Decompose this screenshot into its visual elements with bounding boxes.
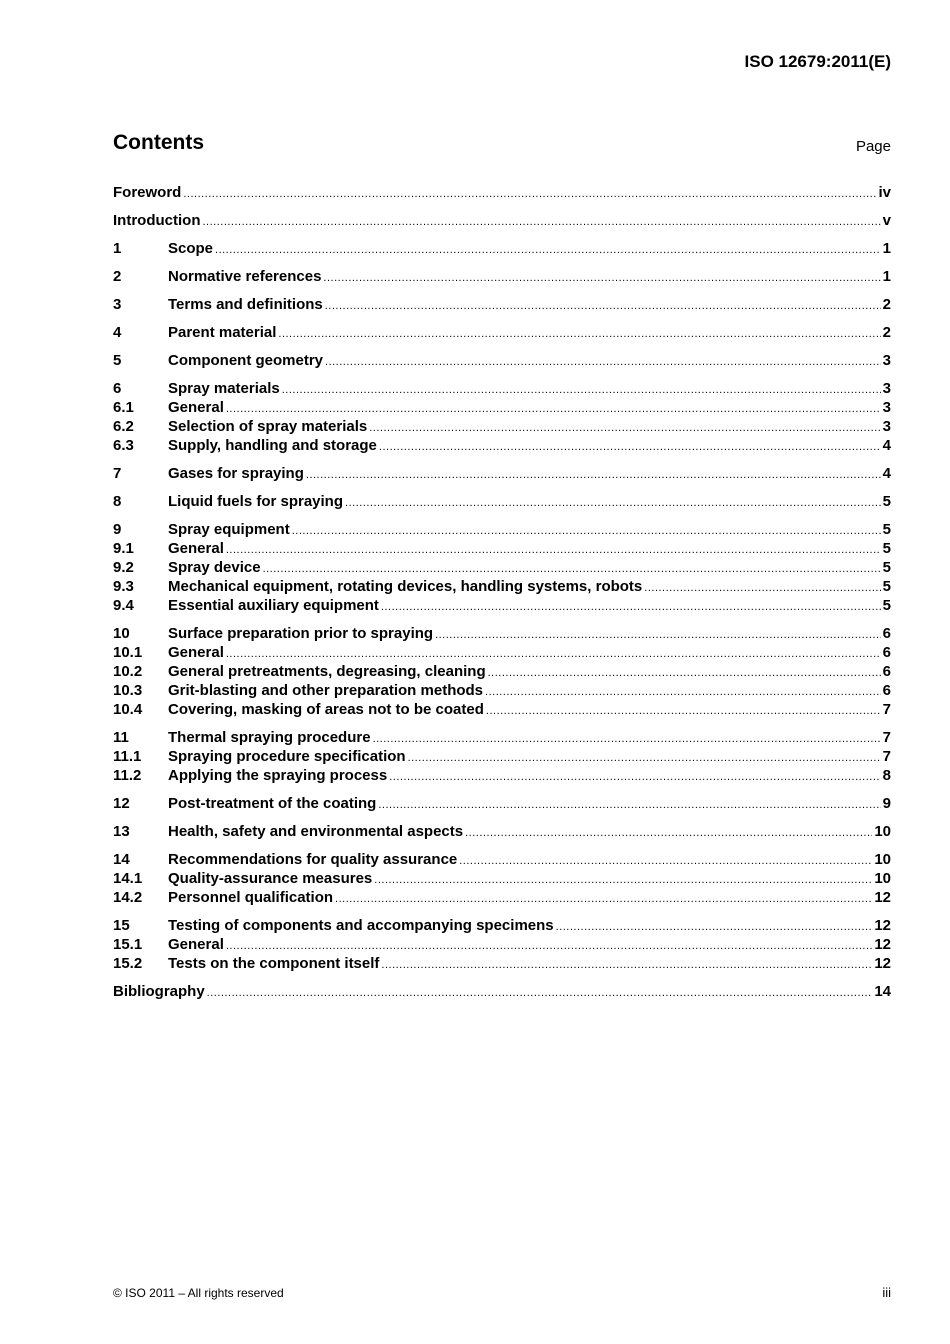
- toc-title: Personnel qualification: [168, 889, 334, 906]
- toc-page: 2: [882, 324, 891, 341]
- toc-page: 3: [882, 399, 891, 416]
- toc-entry-introduction[interactable]: [113, 211, 891, 230]
- toc-page: 3: [882, 352, 891, 369]
- toc-number: 9: [113, 521, 122, 538]
- toc-entry[interactable]: [113, 379, 891, 398]
- toc-title: Covering, masking of areas not to be coated: [168, 701, 484, 718]
- toc-number: 15.1: [113, 936, 143, 953]
- toc-entry[interactable]: [113, 558, 891, 577]
- toc-entry[interactable]: [113, 624, 891, 643]
- toc-entry[interactable]: [113, 869, 891, 888]
- toc-entry[interactable]: [113, 520, 891, 539]
- toc-page: 5: [882, 493, 891, 510]
- toc-number: 2: [113, 268, 122, 285]
- toc-page: 3: [882, 418, 891, 435]
- toc-title: Tests on the component itself: [168, 955, 380, 972]
- toc-page: 5: [882, 578, 891, 595]
- toc-page: 6: [882, 682, 891, 699]
- document-id: ISO 12679:2011(E): [744, 52, 891, 71]
- toc-title: General: [168, 936, 224, 953]
- toc-number: 10.4: [113, 701, 143, 718]
- toc-entry[interactable]: [113, 539, 891, 558]
- toc-entry[interactable]: [113, 728, 891, 747]
- toc-title: Gases for spraying: [168, 465, 304, 482]
- toc-title: Liquid fuels for spraying: [168, 493, 344, 510]
- toc-page: 1: [882, 240, 891, 257]
- toc-page: 12: [874, 917, 891, 934]
- toc-number: 8: [113, 493, 122, 510]
- toc-entry[interactable]: [113, 351, 891, 370]
- toc-title: Spray equipment: [168, 521, 290, 538]
- toc-page: 10: [874, 823, 891, 840]
- toc-number: 9.1: [113, 540, 134, 557]
- toc-title: Supply, handling and storage: [168, 437, 377, 454]
- toc-page: 4: [882, 437, 891, 454]
- toc-title: Health, safety and environmental aspects: [168, 823, 464, 840]
- toc-entry[interactable]: [113, 850, 891, 869]
- toc-page: 7: [882, 748, 891, 765]
- toc-entry[interactable]: [113, 916, 891, 935]
- toc-number: 6.1: [113, 399, 134, 416]
- toc-page: 4: [882, 465, 891, 482]
- toc-title: General: [168, 399, 224, 416]
- toc-page: 2: [882, 296, 891, 313]
- toc-page: 6: [882, 663, 891, 680]
- toc-page: 14: [874, 983, 891, 1000]
- toc-page: 5: [882, 521, 891, 538]
- toc-number: 1: [113, 240, 122, 257]
- toc-title: Quality-assurance measures: [168, 870, 373, 887]
- toc-number: 4: [113, 324, 122, 341]
- toc-title: Component geometry: [168, 352, 324, 369]
- toc-entry-bibliography[interactable]: [113, 982, 891, 1001]
- toc-title: Mechanical equipment, rotating devices, handling systems, robots: [168, 578, 643, 595]
- toc-page: 12: [874, 889, 891, 906]
- toc-title: General: [168, 540, 224, 557]
- toc-page: v: [882, 212, 891, 229]
- toc-number: 15: [113, 917, 130, 934]
- toc-entry[interactable]: [113, 794, 891, 813]
- toc-page: 5: [882, 559, 891, 576]
- toc-title: Spray device: [168, 559, 261, 576]
- toc-title: Thermal spraying procedure: [168, 729, 371, 746]
- toc-entry[interactable]: [113, 295, 891, 314]
- toc-entry[interactable]: [113, 417, 891, 436]
- toc-page: 8: [882, 767, 891, 784]
- toc-page: 5: [882, 597, 891, 614]
- toc-entry[interactable]: [113, 436, 891, 455]
- toc-title: Grit-blasting and other preparation methods: [168, 682, 484, 699]
- toc-page: 5: [882, 540, 891, 557]
- toc-number: 15.2: [113, 955, 143, 972]
- toc-page: 3: [882, 380, 891, 397]
- toc-number: 14.2: [113, 889, 143, 906]
- toc-entry[interactable]: [113, 596, 891, 615]
- table-of-contents: [113, 181, 891, 1001]
- toc-entry[interactable]: [113, 267, 891, 286]
- toc-number: 6: [113, 380, 122, 397]
- toc-page: 1: [882, 268, 891, 285]
- toc-title: General: [168, 644, 224, 661]
- toc-page: iv: [878, 184, 891, 201]
- toc-entry[interactable]: [113, 323, 891, 342]
- toc-number: 10.1: [113, 644, 143, 661]
- toc-page: 10: [874, 851, 891, 868]
- toc-title: Testing of components and accompanying specimens: [168, 917, 554, 934]
- toc-entry[interactable]: [113, 935, 891, 954]
- page-number: iii: [882, 1285, 891, 1300]
- toc-number: 3: [113, 296, 122, 313]
- toc-page: 12: [874, 936, 891, 953]
- toc-title: Bibliography: [113, 983, 205, 1000]
- toc-number: 9.4: [113, 597, 134, 614]
- toc-number: 10.3: [113, 682, 143, 699]
- toc-entry[interactable]: [113, 700, 891, 719]
- copyright-notice: © ISO 2011 – All rights reserved: [113, 1286, 284, 1300]
- toc-page: 9: [882, 795, 891, 812]
- toc-page: 7: [882, 701, 891, 718]
- toc-title: Scope: [168, 240, 214, 257]
- toc-entry[interactable]: [113, 464, 891, 483]
- toc-title: Spray materials: [168, 380, 280, 397]
- toc-number: 5: [113, 352, 122, 369]
- toc-number: 11.1: [113, 748, 142, 765]
- toc-entry[interactable]: [113, 954, 891, 973]
- toc-entry[interactable]: [113, 492, 891, 511]
- toc-page: 7: [882, 729, 891, 746]
- toc-title: Introduction: [113, 212, 201, 229]
- toc-number: 12: [113, 795, 130, 812]
- toc-number: 11.2: [113, 767, 142, 784]
- toc-number: 9.2: [113, 559, 134, 576]
- toc-entry[interactable]: [113, 643, 891, 662]
- toc-title: Foreword: [113, 184, 182, 201]
- toc-title: General pretreatments, degreasing, cleaning: [168, 663, 486, 680]
- toc-title: Post-treatment of the coating: [168, 795, 377, 812]
- toc-entry[interactable]: [113, 239, 891, 258]
- toc-entry[interactable]: [113, 766, 891, 785]
- toc-entry[interactable]: [113, 577, 891, 596]
- toc-page: 6: [882, 625, 891, 642]
- toc-entry[interactable]: [113, 822, 891, 841]
- toc-page: 10: [874, 870, 891, 887]
- toc-number: 11: [113, 729, 129, 746]
- toc-number: 14: [113, 851, 130, 868]
- toc-number: 14.1: [113, 870, 143, 887]
- toc-entry-foreword[interactable]: [113, 183, 891, 202]
- toc-page: 6: [882, 644, 891, 661]
- toc-entry[interactable]: [113, 398, 891, 417]
- toc-title: Essential auxiliary equipment: [168, 597, 379, 614]
- toc-title: Terms and definitions: [168, 296, 323, 313]
- page-column-label: Page: [855, 138, 891, 155]
- toc-title: Recommendations for quality assurance: [168, 851, 458, 868]
- toc-number: 7: [113, 465, 122, 482]
- toc-number: 9.3: [113, 578, 134, 595]
- toc-entry[interactable]: [113, 662, 891, 681]
- toc-title: Normative references: [168, 268, 322, 285]
- toc-title: Applying the spraying process: [168, 767, 388, 784]
- toc-entry[interactable]: [113, 681, 891, 700]
- toc-title: Surface preparation prior to spraying: [168, 625, 434, 642]
- toc-title: Spraying procedure specification: [168, 748, 406, 765]
- toc-number: 6.2: [113, 418, 134, 435]
- toc-entry[interactable]: [113, 747, 891, 766]
- contents-title: Contents: [113, 131, 204, 154]
- toc-number: 13: [113, 823, 130, 840]
- toc-number: 6.3: [113, 437, 134, 454]
- toc-title: Parent material: [168, 324, 277, 341]
- toc-number: 10.2: [113, 663, 143, 680]
- toc-page: 12: [874, 955, 891, 972]
- toc-entry[interactable]: [113, 888, 891, 907]
- toc-title: Selection of spray materials: [168, 418, 368, 435]
- toc-number: 10: [113, 625, 130, 642]
